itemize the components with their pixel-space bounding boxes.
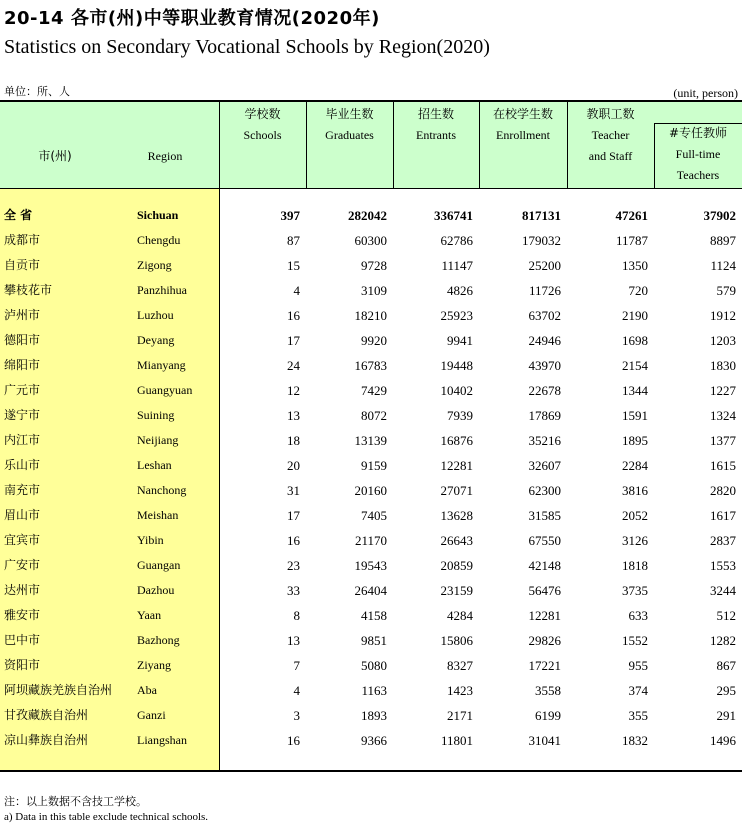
cell-cn: 内江市 [4, 433, 41, 447]
cell-teachers: 579 [716, 283, 736, 298]
cell-entrants: 26643 [440, 533, 473, 548]
cell-entrants: 25923 [440, 308, 473, 323]
cell-en: Guangan [137, 558, 181, 572]
cell-teachers: 1203 [710, 333, 736, 348]
header-entrants: 招生数 Entrants [416, 107, 456, 142]
cell-graduates: 7405 [361, 508, 387, 523]
cell-graduates: 4158 [361, 608, 387, 623]
table-row [0, 228, 742, 253]
cell-schools: 12 [287, 383, 300, 398]
cell-cn: 凉山彝族自治州 [4, 733, 89, 747]
cell-staff: 1591 [622, 408, 648, 423]
cell-staff: 720 [628, 283, 648, 298]
cell-graduates: 1163 [361, 683, 387, 698]
cell-entrants: 27071 [440, 483, 473, 498]
cell-en: Mianyang [137, 358, 186, 372]
cell-staff: 955 [628, 658, 648, 673]
table-row [0, 578, 742, 603]
cell-graduates: 9728 [361, 258, 387, 273]
table-row [0, 528, 742, 553]
cell-teachers: 1615 [710, 458, 736, 473]
table-row [0, 328, 742, 353]
cell-en: Leshan [137, 458, 172, 472]
cell-en: Ziyang [137, 658, 171, 672]
cell-cn: 自贡市 [4, 258, 41, 272]
cell-entrants: 11801 [440, 733, 473, 748]
header-city-cn: 市(州) [38, 149, 72, 163]
table-row [0, 553, 742, 578]
cell-en: Ganzi [137, 708, 166, 722]
cell-en: Neijiang [137, 433, 179, 447]
header-fulltime-teachers: #专任教师 Full-time Teachers [668, 126, 728, 182]
header-background-left [0, 102, 219, 188]
cell-staff: 355 [628, 708, 648, 723]
cell-en: Bazhong [137, 633, 180, 647]
cell-cn: 全 省 [4, 208, 33, 222]
cell-entrants: 23159 [440, 583, 473, 598]
cell-cn: 甘孜藏族自治州 [4, 708, 89, 722]
table-row [0, 403, 742, 428]
table-row [0, 503, 742, 528]
table-row-total [0, 203, 742, 228]
cell-staff: 1895 [622, 433, 648, 448]
cell-graduates: 19543 [354, 558, 387, 573]
cell-entrants: 9941 [447, 333, 473, 348]
cell-graduates: 9920 [361, 333, 387, 348]
cell-cn: 阿坝藏族羌族自治州 [4, 683, 113, 697]
table-row [0, 703, 742, 728]
cell-entrants: 10402 [440, 383, 473, 398]
cell-cn: 巴中市 [4, 633, 41, 647]
cell-graduates: 9851 [361, 633, 387, 648]
cell-teachers: 1617 [710, 508, 736, 523]
cell-graduates: 21170 [354, 533, 387, 548]
table-row [0, 653, 742, 678]
cell-teachers: 512 [716, 608, 736, 623]
cell-staff: 2154 [622, 358, 648, 373]
cell-schools: 3 [293, 708, 300, 723]
cell-entrants: 1423 [447, 683, 473, 698]
cell-cn: 达州市 [4, 583, 41, 597]
cell-graduates: 3109 [361, 283, 387, 298]
cell-enrollment: 56476 [528, 583, 561, 598]
cell-enrollment: 35216 [528, 433, 561, 448]
cell-enrollment: 12281 [528, 608, 561, 623]
table-row [0, 303, 742, 328]
table-row [0, 728, 742, 753]
cell-entrants: 20859 [440, 558, 473, 573]
cell-teachers: 295 [716, 683, 736, 698]
cell-en: Aba [137, 683, 157, 697]
cell-cn: 德阳市 [4, 333, 41, 347]
cell-teachers: 1282 [710, 633, 736, 648]
table-row [0, 428, 742, 453]
cell-enrollment: 179032 [522, 233, 561, 248]
cell-en: Yaan [137, 608, 162, 622]
table-row [0, 278, 742, 303]
cell-teachers: 1830 [710, 358, 736, 373]
statistics-table [0, 100, 742, 772]
cell-entrants: 11147 [441, 258, 473, 273]
cell-cn: 遂宁市 [4, 408, 41, 422]
cell-schools: 16 [287, 733, 300, 748]
cell-en: Meishan [137, 508, 179, 522]
footnote-en: a) Data in this table exclude technical schools. [4, 811, 209, 823]
cell-enrollment: 29826 [528, 633, 561, 648]
cell-enrollment: 62300 [528, 483, 561, 498]
footnote-cn: 注：以上数据不含技工学校。 [4, 795, 147, 808]
table-row [0, 253, 742, 278]
cell-enrollment: 11726 [528, 283, 561, 298]
cell-cn: 绵阳市 [4, 358, 41, 372]
cell-enrollment: 24946 [528, 333, 561, 348]
header-region-en: Region [147, 149, 183, 163]
cell-cn: 广安市 [4, 558, 41, 572]
cell-schools: 17 [287, 508, 300, 523]
cell-graduates: 282042 [348, 208, 387, 223]
cell-graduates: 9366 [361, 733, 387, 748]
cell-staff: 2190 [622, 308, 648, 323]
cell-teachers: 291 [716, 708, 736, 723]
cell-en: Yibin [137, 533, 164, 547]
cell-cn: 成都市 [4, 233, 41, 247]
cell-enrollment: 817131 [522, 208, 561, 223]
cell-enrollment: 3558 [535, 683, 561, 698]
table-row [0, 453, 742, 478]
cell-graduates: 1893 [361, 708, 387, 723]
cell-staff: 1552 [622, 633, 648, 648]
cell-enrollment: 32607 [528, 458, 561, 473]
cell-graduates: 16783 [354, 358, 387, 373]
cell-teachers: 1496 [710, 733, 736, 748]
cell-schools: 33 [287, 583, 300, 598]
cell-schools: 13 [287, 633, 300, 648]
cell-enrollment: 22678 [528, 383, 561, 398]
cell-graduates: 60300 [354, 233, 387, 248]
cell-staff: 1350 [622, 258, 648, 273]
cell-enrollment: 17869 [528, 408, 561, 423]
cell-cn: 乐山市 [4, 458, 41, 472]
cell-graduates: 18210 [354, 308, 387, 323]
cell-staff: 47261 [615, 208, 648, 223]
table-row [0, 603, 742, 628]
cell-entrants: 15806 [440, 633, 473, 648]
page-title-cn: 20-14 各市(州)中等职业教育情况(2020年) [4, 8, 380, 29]
cell-en: Chengdu [137, 233, 181, 247]
cell-schools: 16 [287, 533, 300, 548]
cell-staff: 3735 [622, 583, 648, 598]
cell-enrollment: 31585 [528, 508, 561, 523]
cell-staff: 2052 [622, 508, 648, 523]
cell-cn: 资阳市 [4, 658, 41, 672]
cell-cn: 眉山市 [4, 508, 41, 522]
cell-staff: 1832 [622, 733, 648, 748]
cell-schools: 397 [280, 208, 300, 223]
table-row [0, 378, 742, 403]
cell-staff: 3126 [622, 533, 648, 548]
unit-label-en: (unit, person) [673, 86, 738, 100]
cell-schools: 4 [293, 683, 300, 698]
cell-teachers: 37902 [703, 208, 736, 223]
cell-enrollment: 43970 [528, 358, 561, 373]
table-row [0, 628, 742, 653]
cell-teachers: 1124 [710, 258, 736, 273]
cell-teachers: 867 [716, 658, 736, 673]
cell-graduates: 20160 [354, 483, 387, 498]
cell-enrollment: 63702 [528, 308, 561, 323]
cell-teachers: 3244 [710, 583, 736, 598]
cell-schools: 17 [287, 333, 300, 348]
cell-staff: 633 [628, 608, 648, 623]
cell-enrollment: 17221 [528, 658, 561, 673]
cell-cn: 泸州市 [4, 308, 41, 322]
cell-schools: 31 [287, 483, 300, 498]
cell-enrollment: 6199 [535, 708, 561, 723]
cell-graduates: 8072 [361, 408, 387, 423]
cell-schools: 18 [287, 433, 300, 448]
cell-en: Sichuan [137, 208, 179, 222]
cell-teachers: 1227 [710, 383, 736, 398]
cell-cn: 宜宾市 [4, 533, 41, 547]
cell-schools: 15 [287, 258, 300, 273]
cell-graduates: 26404 [354, 583, 387, 598]
cell-cn: 南充市 [4, 483, 41, 497]
cell-teachers: 1324 [710, 408, 736, 423]
cell-teachers: 1553 [710, 558, 736, 573]
page-title-en: Statistics on Secondary Vocational Schools by Region(2020) [4, 36, 490, 58]
cell-cn: 雅安市 [4, 608, 41, 622]
cell-enrollment: 31041 [528, 733, 561, 748]
cell-teachers: 2837 [710, 533, 736, 548]
cell-en: Dazhou [137, 583, 175, 597]
cell-enrollment: 67550 [528, 533, 561, 548]
cell-en: Nanchong [137, 483, 187, 497]
cell-en: Panzhihua [137, 283, 187, 297]
cell-entrants: 4284 [447, 608, 473, 623]
cell-graduates: 7429 [361, 383, 387, 398]
cell-staff: 2284 [622, 458, 648, 473]
header-graduates: 毕业生数 Graduates [325, 107, 374, 142]
cell-entrants: 13628 [440, 508, 473, 523]
cell-teachers: 8897 [710, 233, 736, 248]
cell-staff: 1818 [622, 558, 648, 573]
cell-staff: 374 [628, 683, 648, 698]
header-schools: 学校数 Schools [243, 107, 282, 142]
unit-label-cn: 单位：所、人 [4, 85, 70, 98]
cell-teachers: 1912 [710, 308, 736, 323]
cell-schools: 24 [287, 358, 300, 373]
cell-en: Suining [137, 408, 175, 422]
cell-schools: 23 [287, 558, 300, 573]
cell-en: Liangshan [137, 733, 187, 747]
cell-graduates: 5080 [361, 658, 387, 673]
cell-schools: 20 [287, 458, 300, 473]
cell-graduates: 9159 [361, 458, 387, 473]
cell-entrants: 336741 [434, 208, 473, 223]
cell-schools: 87 [287, 233, 300, 248]
cell-entrants: 8327 [447, 658, 473, 673]
cell-entrants: 12281 [440, 458, 473, 473]
cell-schools: 4 [293, 283, 300, 298]
cell-entrants: 2171 [447, 708, 473, 723]
cell-entrants: 62786 [440, 233, 473, 248]
header-bottom-rule [0, 188, 742, 189]
cell-en: Guangyuan [137, 383, 193, 397]
cell-teachers: 2820 [710, 483, 736, 498]
cell-entrants: 7939 [447, 408, 473, 423]
cell-en: Luzhou [137, 308, 174, 322]
cell-cn: 攀枝花市 [4, 283, 53, 297]
cell-cn: 广元市 [4, 383, 41, 397]
cell-teachers: 1377 [710, 433, 736, 448]
cell-entrants: 16876 [440, 433, 473, 448]
cell-schools: 8 [293, 608, 300, 623]
cell-entrants: 4826 [447, 283, 473, 298]
table-row [0, 678, 742, 703]
cell-schools: 16 [287, 308, 300, 323]
cell-staff: 3816 [622, 483, 648, 498]
cell-staff: 1344 [622, 383, 648, 398]
cell-schools: 13 [287, 408, 300, 423]
cell-staff: 11787 [615, 233, 648, 248]
header-enrollment: 在校学生数 Enrollment [492, 107, 553, 142]
cell-entrants: 19448 [440, 358, 473, 373]
cell-graduates: 13139 [354, 433, 387, 448]
cell-en: Zigong [137, 258, 172, 272]
cell-staff: 1698 [622, 333, 648, 348]
header-teacher-staff: 教职工数 Teacher and Staff [586, 107, 635, 163]
table-row [0, 478, 742, 503]
cell-enrollment: 25200 [528, 258, 561, 273]
cell-schools: 7 [293, 658, 300, 673]
table-row [0, 353, 742, 378]
cell-enrollment: 42148 [528, 558, 561, 573]
cell-en: Deyang [137, 333, 175, 347]
